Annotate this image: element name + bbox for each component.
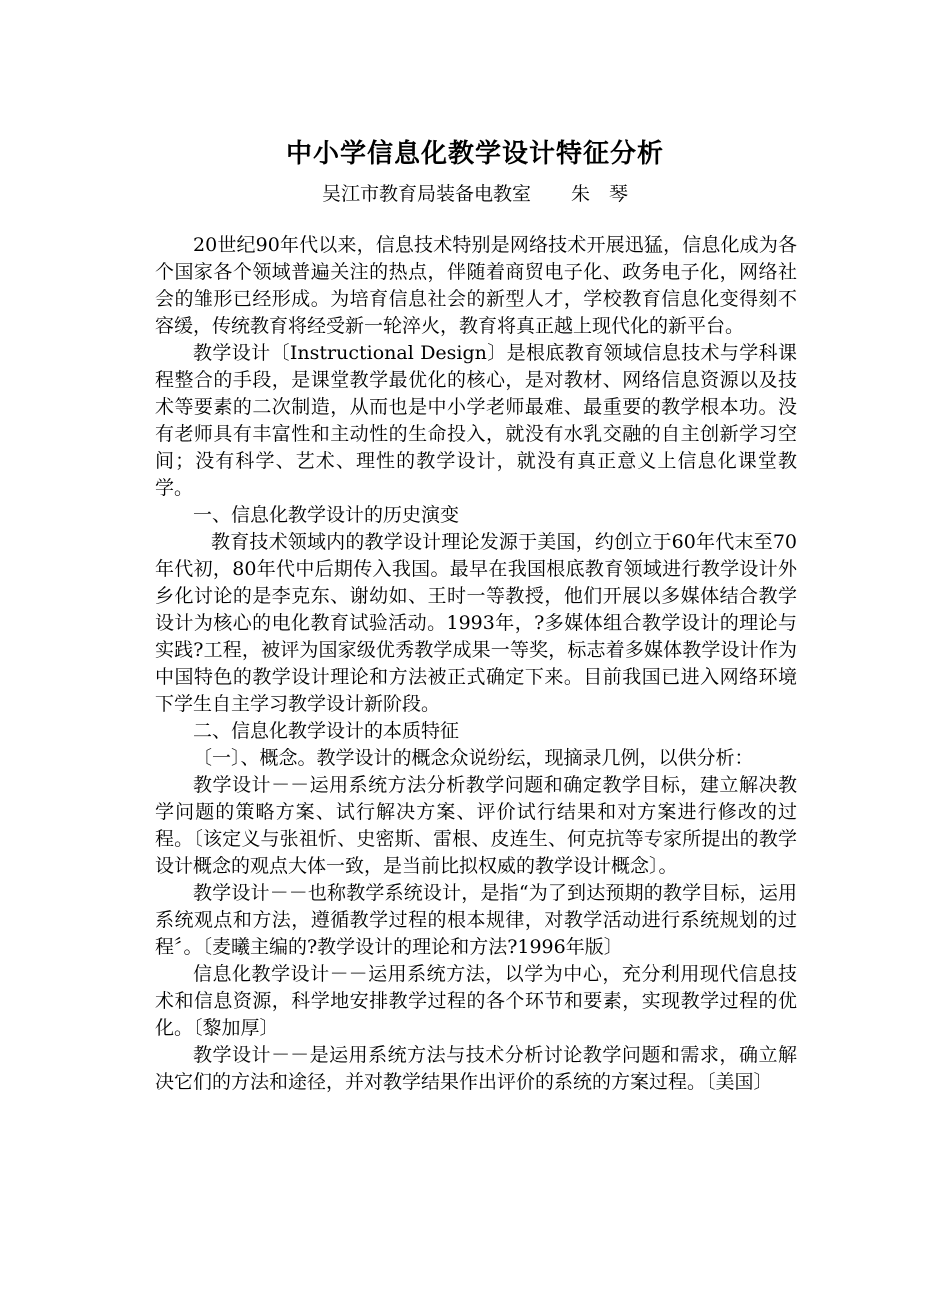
author-affiliation: 吴江市教育局装备电教室 <box>321 183 531 205</box>
document-body <box>155 232 797 1096</box>
paragraph-instructional-design: 教学设计〔Instructional Design〕是根底教育领域信息技术与学科课程整合的手段，是课堂教学最优化的核心，是对教材、网络信息资源以及技术等要素的二次制造，从而也是中小学老师最难、最重要的教学根本功。没有老师具有丰富性和主动性的生命投入，就没有水乳交融的自主创新学习空间；没有科学、艺术、理性的教学设计，就没有真正意义上信息化课堂教学。 <box>155 342 797 499</box>
author-name: 朱 琴 <box>571 183 629 205</box>
paragraph-history: 教育技术领域内的教学设计理论发源于美国，约创立于60年代末至70年代初，80年代中后期传入我国。最早在我国根底教育领域进行教学设计外乡化讨论的是李克东、谢幼如、王时一等教授，他们开展以多媒体结合教学设计为核心的电化教育试验活动。1993年，?多媒体组合教学设计的理论与实践?工程，被评为国家级优秀教学成果一等奖，标志着多媒体教学设计作为中国特色的教学设计理论和方法被正式确定下来。目前我国已进入网络环境下学生自主学习教学设计新阶段。 <box>155 531 797 715</box>
paragraph-definition-3: 信息化教学设计－－运用系统方法，以学为中心，充分利用现代信息技术和信息资源，科学地安排教学过程的各个环节和要素，实现教学过程的优化。〔黎加厚〕 <box>155 963 797 1039</box>
document-title: 中小学信息化教学设计特征分析 <box>285 139 664 169</box>
author-byline <box>0 180 950 208</box>
paragraph-intro: 20世纪90年代以来，信息技术特别是网络技术开展迅猛，信息化成为各个国家各个领域普遍关注的热点，伴随着商贸电子化、政务电子化，网络社会的雏形已经形成。为培育信息社会的新型人才，学校教育信息化变得刻不容缓，传统教育将经受新一轮淬火，教育将真正越上现代化的新平台。 <box>155 234 797 337</box>
paragraph-definition-1: 教学设计－－运用系统方法分析教学问题和确定教学目标，建立解决教学问题的策略方案、试行解决方案、评价试行结果和对方案进行修改的过程。〔该定义与张祖忻、史密斯、雷根、皮连生、何克抗等专家所提出的教学设计概念的观点大体一致，是当前比拟权威的教学设计概念〕。 <box>155 774 797 877</box>
section-heading-history: 一、信息化教学设计的历史演变 <box>193 504 460 526</box>
paragraph-definition-2: 教学设计－－也称教学系统设计，是指“为了到达预期的教学目标，运用系统观点和方法，遵循教学过程的根本规律，对教学活动进行系统规划的过程〞。〔麦曦主编的?教学设计的理论和方法?1996年版〕 <box>155 882 797 958</box>
paragraph-definition-4: 教学设计－－是运用系统方法与技术分析讨论教学问题和需求，确立解决它们的方法和途径，并对教学结果作出评价的系统的方案过程。〔美国〕 <box>155 1044 797 1093</box>
paragraph-concept: 〔一〕、概念。教学设计的概念众说纷纭，现摘录几例，以供分析： <box>193 747 754 769</box>
section-heading-characteristics: 二、信息化教学设计的本质特征 <box>193 720 460 742</box>
